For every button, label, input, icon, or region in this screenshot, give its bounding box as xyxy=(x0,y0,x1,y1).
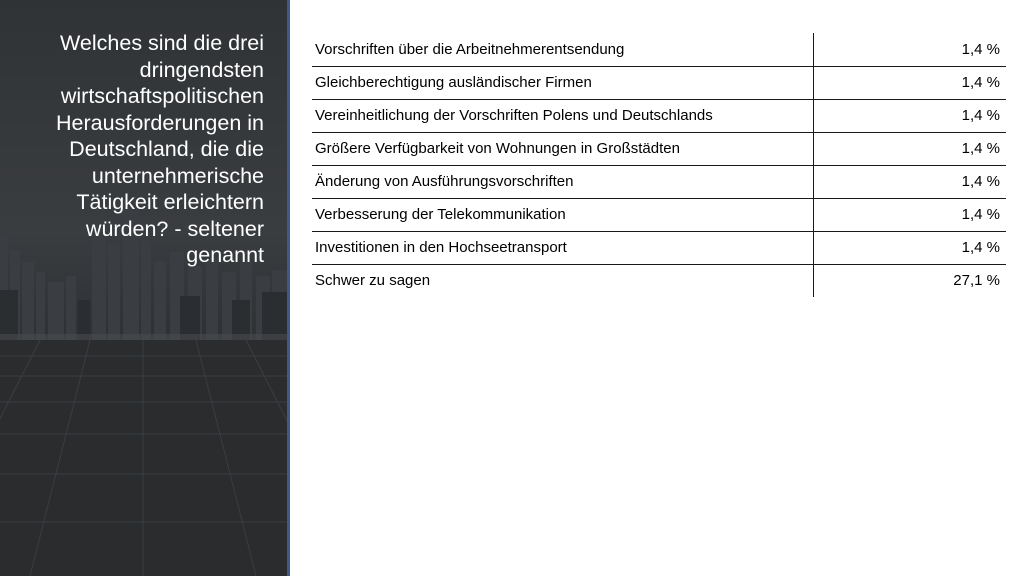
table-row xyxy=(312,132,1006,165)
row-value: 1,4 % xyxy=(814,66,1007,99)
row-label: Verbesserung der Telekommunikation xyxy=(312,198,814,231)
table-row xyxy=(312,99,1006,132)
row-label: Gleichberechtigung ausländischer Firmen xyxy=(312,66,814,99)
results-table xyxy=(312,33,1006,297)
row-value: 1,4 % xyxy=(814,132,1007,165)
row-value: 27,1 % xyxy=(814,264,1007,297)
row-value: 1,4 % xyxy=(814,99,1007,132)
row-value: 1,4 % xyxy=(814,198,1007,231)
slide-title: Welches sind die drei dringendsten wirtschaftspolitischen Herausforderungen in Deutschland, die die unternehmerische Tätigkeit erleichtern würden? - seltener genannt xyxy=(56,31,264,267)
row-value: 1,4 % xyxy=(814,231,1007,264)
title-panel xyxy=(0,0,287,576)
row-label: Schwer zu sagen xyxy=(312,264,814,297)
panel-divider xyxy=(287,0,290,576)
row-label: Änderung von Ausführungsvorschriften xyxy=(312,165,814,198)
table-row xyxy=(312,33,1006,66)
row-label: Vereinheitlichung der Vorschriften Polens und Deutschlands xyxy=(312,99,814,132)
table-row xyxy=(312,264,1006,297)
row-value: 1,4 % xyxy=(961,40,1000,58)
row-label: Investitionen in den Hochseetransport xyxy=(312,231,814,264)
table-row xyxy=(312,66,1006,99)
table-row xyxy=(312,165,1006,198)
row-label: Größere Verfügbarkeit von Wohnungen in Großstädten xyxy=(312,132,814,165)
row-label: Vorschriften über die Arbeitnehmerentsendung xyxy=(312,33,814,66)
table-row xyxy=(312,198,1006,231)
row-value: 1,4 % xyxy=(814,165,1007,198)
table-row xyxy=(312,231,1006,264)
